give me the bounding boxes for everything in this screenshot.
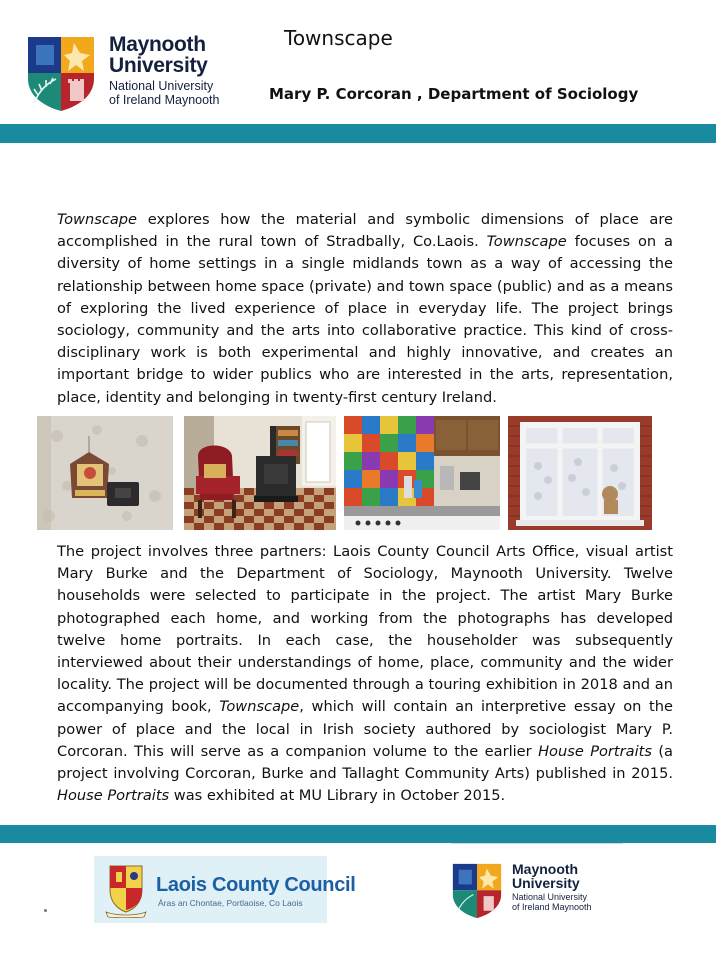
townscape-emphasis: Townscape [219, 698, 300, 716]
stray-dot [44, 909, 47, 912]
intro-paragraph: Townscape explores how the material and symbolic dimensions of place are accomplished in the rural town of Stradbally, Co.Laois. Townscape focuses on a diversity of home settings in a single midlands town as a way of accessing the relationship between home space (private) and town space (public) and as a means of exploring the lived experience of place in everyday life. The project brings sociology, community and the arts into collaborative practice. This kind of cross-disciplinary work is both experimental and highly innovative, and creates an important bridge to wider publics who are interested in the arts, representation, place, identity and belonging in twenty-first century Ireland. [57, 211, 673, 406]
logo-line4: of Ireland Maynooth [109, 93, 220, 107]
lace-window-photo [508, 416, 652, 530]
laois-county-council-logo [94, 856, 356, 923]
laois-address: Áras an Chontae, Portlaoise, Co Laois [158, 898, 303, 908]
laois-name: Laois County Council [156, 874, 356, 896]
logo-line1: Maynooth [109, 33, 206, 56]
house-portraits-emphasis: House Portraits [57, 787, 170, 805]
partners-paragraph: The project involves three partners: Laois County Council Arts Office, visual artist Mary Burke and the Department of Sociology, Maynooth University. Twelve households were selected to participate in the project. The artist Mary Burke photographed each home, and working from the photographs has developed twelve home portraits. In each case, the householder was subsequently interviewed about their understandings of home, place, community and the wider locality. The project will be documented through a touring exhibition in 2018 and an accompanying book, Townscape, which will contain an interpretive essay on the power of place and the local in Irish society authored by sociologist Mary P. Corcoran. This will serve as a companion volume to the earlier House Portraits (a project involving Corcoran, Burke and Tallaght Community Arts) published in 2015. House Portraits was exhibited at MU Library in October 2015. [57, 543, 673, 805]
logo-line1: Maynooth [512, 861, 579, 877]
header-band [0, 124, 716, 143]
divider [451, 843, 623, 844]
maynooth-footer-wordmark [512, 862, 592, 912]
logo-line3: National University [512, 892, 588, 902]
maynooth-wordmark [109, 34, 220, 107]
armchair-stove-photo [184, 416, 336, 530]
logo-line3: National University [109, 79, 214, 93]
townscape-emphasis: Townscape [486, 233, 567, 251]
logo-line2: University [109, 54, 208, 77]
laois-crest-icon [104, 862, 148, 918]
maynooth-crest-icon [449, 861, 505, 921]
townscape-emphasis: Townscape [57, 211, 138, 228]
logo-line4: of Ireland Maynooth [512, 902, 592, 912]
footer-band [0, 825, 716, 843]
kitchen-tiles-photo [344, 416, 500, 530]
house-portraits-emphasis: House Portraits [538, 742, 652, 760]
document-author: Mary P. Corcoran , Department of Sociology [269, 85, 639, 103]
document-title: Townscape [284, 26, 393, 50]
wall-plaque-photo [37, 416, 173, 530]
maynooth-crest-icon [24, 33, 98, 115]
logo-line2: University [512, 875, 580, 891]
